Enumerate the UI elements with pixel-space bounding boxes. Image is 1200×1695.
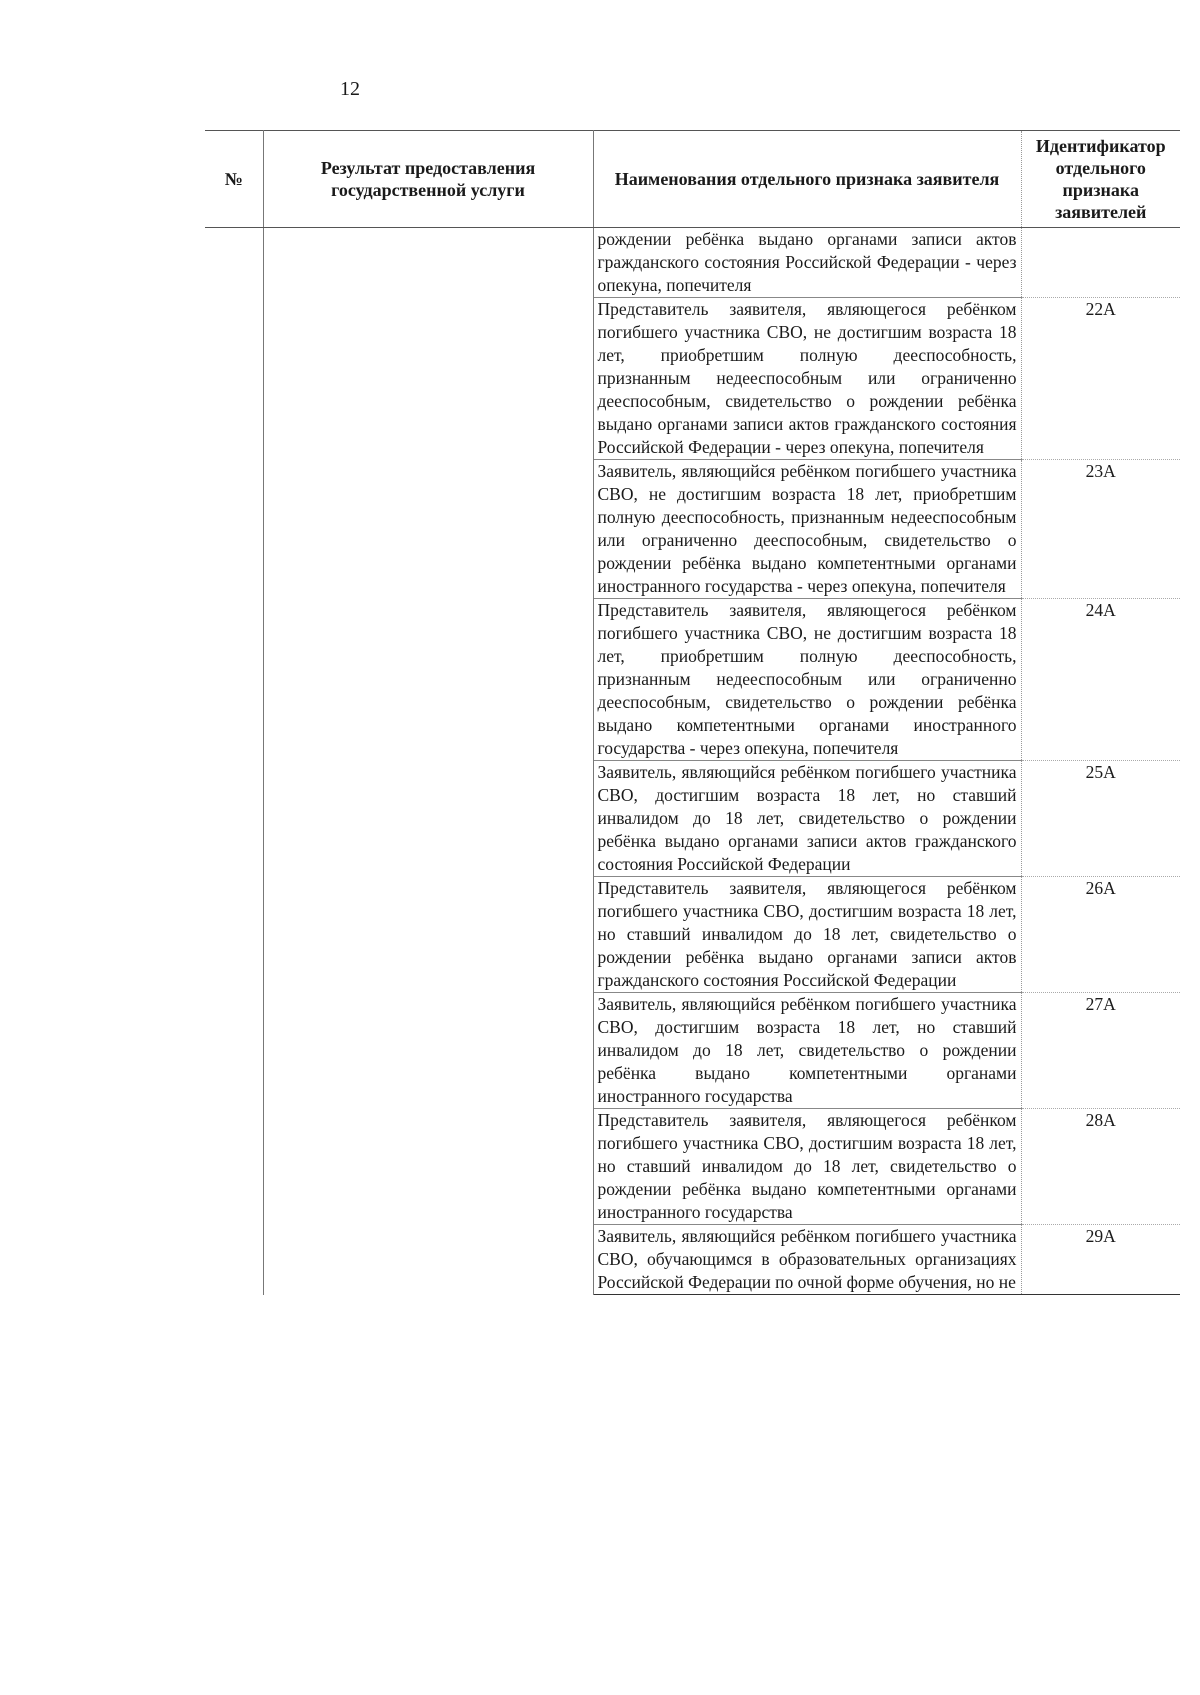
sign-identifier: 24А [1021, 599, 1180, 761]
sign-identifier: 27А [1021, 993, 1180, 1109]
sign-identifier: 29А [1021, 1225, 1180, 1295]
sign-description: Представитель заявителя, являющегося ребёнком погибшего участника СВО, достигшим возраста 18 лет, но ставший инвалидом до 18 лет, свидетельство о рождении ребёнка выдано органами записи актов гражданского состояния Российской Федерации [593, 877, 1021, 993]
sign-description: Заявитель, являющийся ребёнком погибшего участника СВО, достигшим возраста 18 лет, но ставший инвалидом до 18 лет, свидетельство о рождении ребёнка выдано органами записи актов гражданского состояния Российской Федерации [593, 761, 1021, 877]
sign-description: Представитель заявителя, являющегося ребёнком погибшего участника СВО, не достигшим возраста 18 лет, приобретшим полную дееспособность, признанным недееспособным или ограниченно дееспособным, свидетельство о рождении ребёнка выдано органами записи актов гражданского состояния Российской Федерации - через опекуна, попечителя [593, 298, 1021, 460]
header-result: Результат предоставления государственной услуги [263, 131, 593, 228]
sign-description: Заявитель, являющийся ребёнком погибшего участника СВО, не достигшим возраста 18 лет, приобретшим полную дееспособность, признанным недееспособным или ограниченно дееспособным, свидетельство о рождении ребёнка выдано компетентными органами иностранного государства - через опекуна, попечителя [593, 460, 1021, 599]
sign-identifier: 22А [1021, 298, 1180, 460]
result-cell [263, 228, 593, 1295]
table-header-row [205, 131, 1180, 228]
header-identifier: Идентификатор отдельного признака заявителей [1021, 131, 1180, 228]
sign-description: Заявитель, являющийся ребёнком погибшего участника СВО, достигшим возраста 18 лет, но ставший инвалидом до 18 лет, свидетельство о рождении ребёнка выдано компетентными органами иностранного государства [593, 993, 1021, 1109]
header-sign-name: Наименования отдельного признака заявителя [593, 131, 1021, 228]
sign-description: Представитель заявителя, являющегося ребёнком погибшего участника СВО, не достигшим возраста 18 лет, приобретшим полную дееспособность, признанным недееспособным или ограниченно дееспособным, свидетельство о рождении ребёнка выдано компетентными органами иностранного государства - через опекуна, попечителя [593, 599, 1021, 761]
page-number: 12 [340, 78, 360, 100]
number-cell [205, 228, 263, 1295]
sign-identifier [1021, 228, 1180, 298]
sign-identifier: 25А [1021, 761, 1180, 877]
sign-description: рождении ребёнка выдано органами записи актов гражданского состояния Российской Федерации - через опекуна, попечителя [593, 228, 1021, 298]
header-number: № [205, 131, 263, 228]
sign-identifier: 23А [1021, 460, 1180, 599]
sign-description: Заявитель, являющийся ребёнком погибшего участника СВО, обучающимся в образовательных организациях Российской Федерации по очной форме обучения, но не [593, 1225, 1021, 1295]
applicant-signs-table [205, 130, 1180, 1295]
sign-description: Представитель заявителя, являющегося ребёнком погибшего участника СВО, достигшим возраста 18 лет, но ставший инвалидом до 18 лет, свидетельство о рождении ребёнка выдано компетентными органами иностранного государства [593, 1109, 1021, 1225]
table-row [205, 228, 1180, 298]
sign-identifier: 28А [1021, 1109, 1180, 1225]
sign-identifier: 26А [1021, 877, 1180, 993]
